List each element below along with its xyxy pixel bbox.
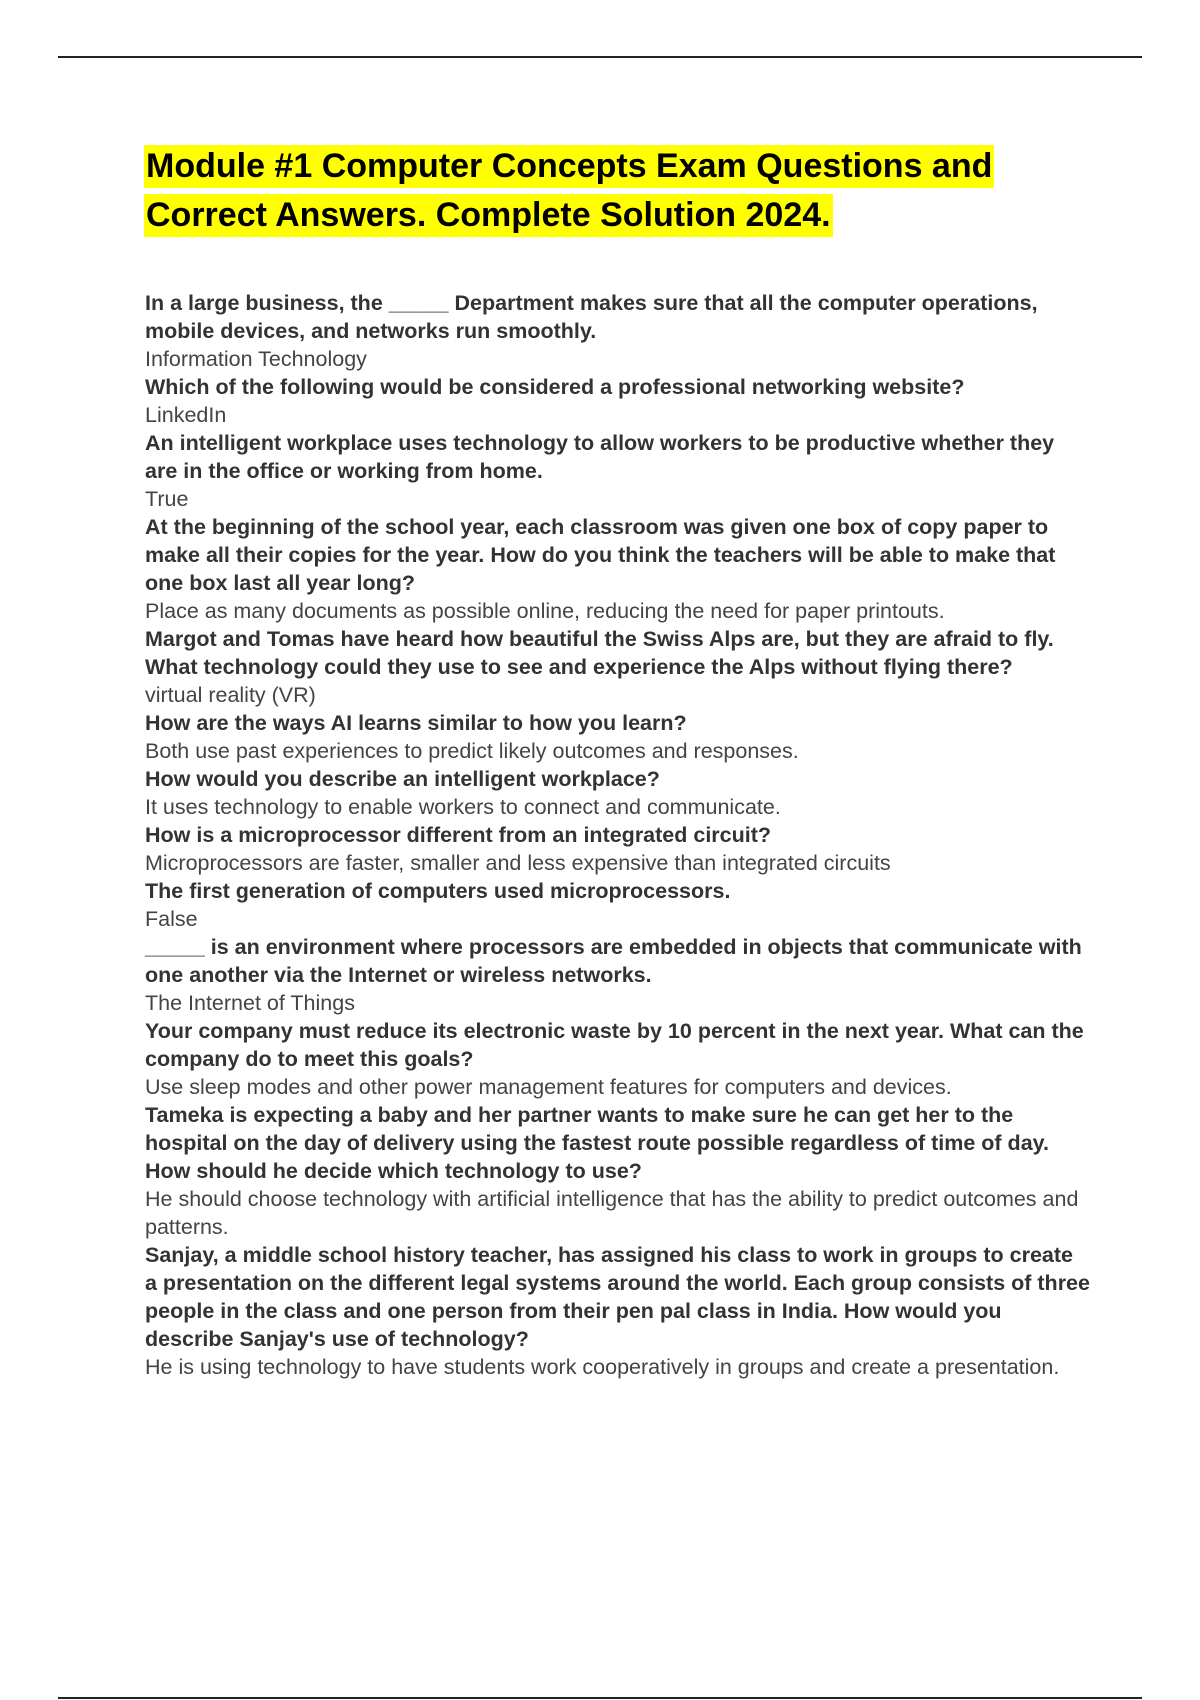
question-text: Tameka is expecting a baby and her partner wants to make sure he can get her to the hospital on the day of delivery using the fastest route possible regardless of time of day. How should he decide which technology to use?: [145, 1103, 1049, 1183]
question-text: Which of the following would be considered a professional networking website?: [145, 375, 965, 399]
qa-item: [145, 1101, 1090, 1241]
qa-item: [145, 289, 1090, 373]
title-highlight: Module #1 Computer Concepts Exam Questions and Correct Answers. Complete Solution 2024.: [144, 145, 994, 237]
question-text: How are the ways AI learns similar to how you learn?: [145, 711, 687, 735]
qa-item: [145, 1241, 1090, 1381]
question-text: Sanjay, a middle school history teacher, has assigned his class to work in groups to create a presentation on the different legal systems around the world. Each group consists of three people in the class and one person from their pen pal class in India. How would you describe Sanjay's use of technology?: [145, 1243, 1090, 1351]
question-text: _____ is an environment where processors are embedded in objects that communicate with one another via the Internet or wireless networks.: [145, 935, 1082, 987]
question-text: At the beginning of the school year, each classroom was given one box of copy paper to make all their copies for the year. How do you think the teachers will be able to make that one box last all year long?: [145, 515, 1056, 595]
answer-text: The Internet of Things: [145, 991, 355, 1015]
question-text: Your company must reduce its electronic waste by 10 percent in the next year. What can the company do to meet this goals?: [145, 1019, 1084, 1071]
answer-text: True: [145, 487, 189, 511]
qa-item: [145, 877, 1090, 933]
question-text: How is a microprocessor different from an integrated circuit?: [145, 823, 772, 847]
answer-text: Microprocessors are faster, smaller and less expensive than integrated circuits: [145, 851, 891, 875]
qa-item: [145, 1017, 1090, 1101]
answer-text: He should choose technology with artificial intelligence that has the ability to predict outcomes and patterns.: [145, 1187, 1079, 1239]
qa-item: [145, 933, 1090, 1017]
answer-text: Place as many documents as possible online, reducing the need for paper printouts.: [145, 599, 945, 623]
qa-item: [145, 373, 1090, 429]
question-text: The first generation of computers used microprocessors.: [145, 879, 731, 903]
answer-text: LinkedIn: [145, 403, 227, 427]
question-text: Margot and Tomas have heard how beautiful the Swiss Alps are, but they are afraid to fly. What technology could they use to see and experience the Alps without flying there?: [145, 627, 1054, 679]
answer-text: False: [145, 907, 198, 931]
qa-item: [145, 709, 1090, 765]
footer-rule: [58, 1697, 1142, 1699]
answer-text: Use sleep modes and other power management features for computers and devices.: [145, 1075, 952, 1099]
question-text: How would you describe an intelligent workplace?: [145, 767, 660, 791]
answer-text: He is using technology to have students work cooperatively in groups and create a presentation.: [145, 1355, 1060, 1379]
question-text: An intelligent workplace uses technology to allow workers to be productive whether they are in the office or working from home.: [145, 431, 1055, 483]
document-title: [144, 142, 1064, 240]
qa-item: [145, 513, 1090, 625]
answer-text: virtual reality (VR): [145, 683, 316, 707]
qa-item: [145, 821, 1090, 877]
question-answer-list: [145, 289, 1090, 1381]
qa-item: [145, 625, 1090, 709]
qa-item: [145, 429, 1090, 513]
answer-text: Both use past experiences to predict likely outcomes and responses.: [145, 739, 799, 763]
qa-item: [145, 765, 1090, 821]
answer-text: Information Technology: [145, 347, 367, 371]
answer-text: It uses technology to enable workers to connect and communicate.: [145, 795, 781, 819]
question-text: In a large business, the _____ Department makes sure that all the computer operations, mobile devices, and networks run smoothly.: [145, 291, 1038, 343]
header-rule: [58, 56, 1142, 58]
